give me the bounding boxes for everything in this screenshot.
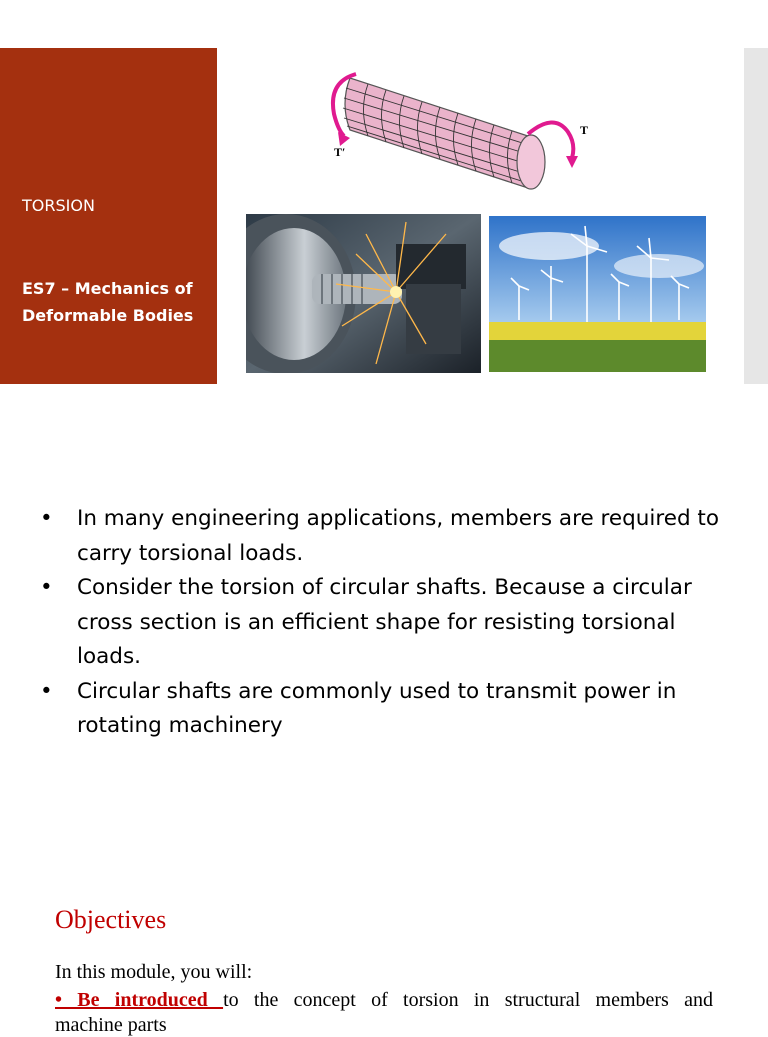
objective-continuation: machine parts	[55, 1014, 167, 1036]
course-title: ES7 – Mechanics of Deformable Bodies	[22, 279, 194, 325]
list-item	[36, 502, 726, 571]
objective-lead: • Be introduced	[55, 989, 224, 1011]
shaft-body	[345, 78, 533, 188]
torsion-shaft-figure	[328, 60, 598, 192]
side-strip	[744, 48, 768, 384]
bullet-text: Consider the torsion of circular shafts. Because a circular cross section is an efficient shape for resisting torsional loads.	[77, 575, 692, 669]
objective-item	[55, 989, 713, 1012]
bullet-list	[36, 502, 726, 744]
torque-label-prime: T′	[334, 145, 346, 159]
wind-turbines-photo	[489, 216, 706, 372]
objective-text: to the concept of torsion in structural members and	[223, 989, 714, 1011]
slide-topic: TORSION	[22, 196, 95, 215]
title-panel	[0, 48, 217, 384]
list-item	[36, 675, 726, 744]
list-item	[36, 571, 726, 675]
bullet-symbol: •	[40, 506, 53, 531]
torque-label: T	[580, 123, 589, 137]
bullet-text: In many engineering applications, members are required to carry torsional loads.	[77, 506, 720, 566]
lathe-machining-photo	[246, 214, 481, 373]
bullet-text: Circular shafts are commonly used to transmit power in rotating machinery	[77, 678, 677, 738]
objectives-heading: Objectives	[55, 905, 167, 934]
bullet-symbol: •	[40, 575, 53, 600]
bullet-symbol: •	[40, 678, 53, 704]
module-intro-text: In this module, you will:	[55, 961, 253, 983]
shaft-end-face	[517, 135, 545, 189]
